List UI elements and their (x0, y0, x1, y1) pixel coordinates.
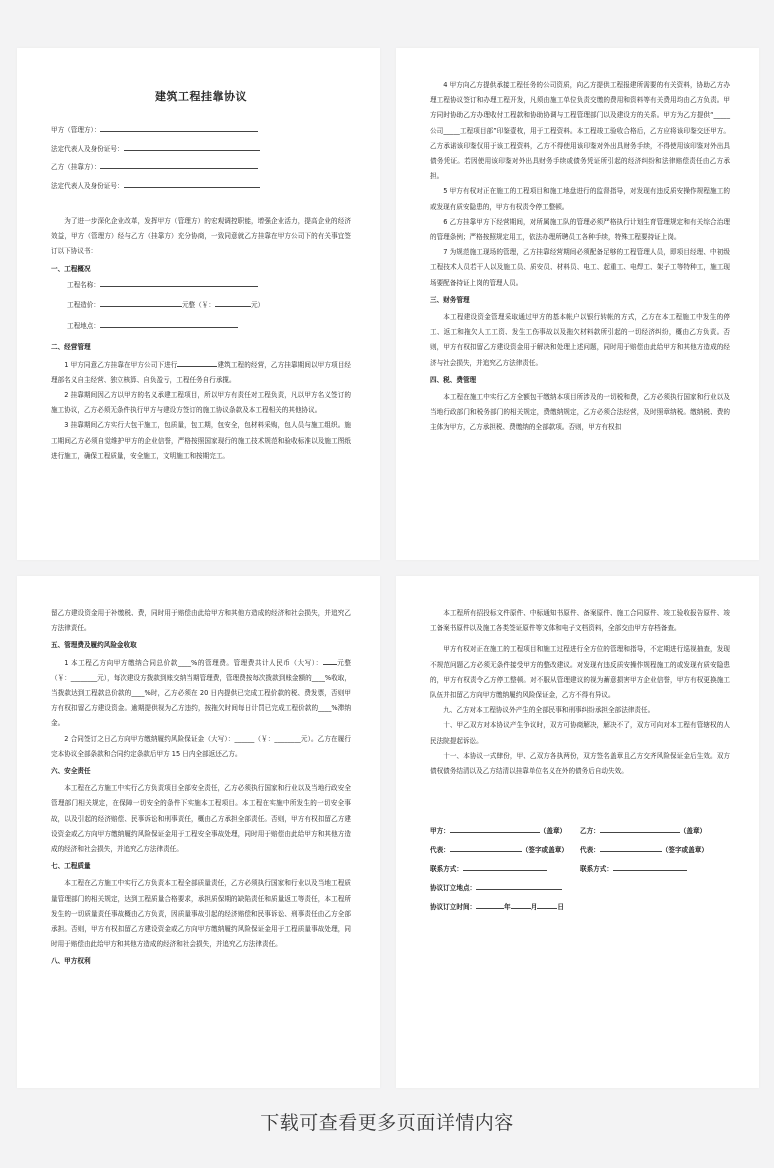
signature-row-contact: 联系方式： 联系方式： (430, 863, 730, 874)
party-b-field (51, 161, 351, 172)
download-prompt-text[interactable]: 下载可查看更多页面详情内容 (260, 1112, 514, 1134)
party-a-rep-field (51, 143, 351, 154)
clause-9: 九、乙方对本工程协议外产生的全部民事和刑事纠纷承担全部法律责任。 (443, 706, 655, 715)
clause-1: 1 甲方同意乙方挂靠在甲方公司下进行 建筑工程的经营，乙方挂靠期间以甲方项目经理部名义自主经营、独立核算、自负盈亏，工程任务自行承揽。 (51, 360, 351, 384)
party-a-rep-label: 法定代表人及身份证号： (51, 144, 124, 153)
party-a-field (51, 124, 351, 135)
project-name-field: 工程名称： (67, 279, 351, 290)
party-b-rep-field (51, 180, 351, 191)
section-heading-2: 二、经营管理 (51, 343, 91, 352)
clause-5: 5 甲方有权对正在施工的工程项目和施工地盘进行的监督指导，对发现有违反质安操作规程施工的或发现有质安隐患的，甲方有权责令停工整顿。 (430, 187, 730, 211)
section-heading-6: 六、安全责任 (51, 767, 91, 776)
tax-paragraph: 本工程在施工中实行乙方全额包干缴纳本项目所涉及的一切税和费，乙方必须执行国家和行业以及当地行政部门和税务部门的相关规定，费缴纳规定，乙方必须合法经营，及时照章纳税。缴纳税、费的主体为甲方，乙方承担税、费缴纳的全部款项。否则，甲方有权扣 (430, 393, 730, 432)
party-b-rep-label: 法定代表人及身份证号： (51, 181, 124, 190)
quality-paragraph: 本工程在乙方施工中实行乙方负责本工程全部质量责任，乙方必须执行国家和行业以及当地工程质量管理部门的相关规定，达到工程质量合格要求，承担质保期的缺陷责任和质量返工等责任，本工程所发生的一切质量责任事故概由乙方负责，因质量事故引起的经济赔偿和民事诉讼、刑事责任由乙方全部承担。否则，甲方有权扣留乙方建设资金或乙方向甲方缴纳履约风险保证金用于工程质量事故处理，同时用于赔偿由此给甲方和其他方造成的经济和社会损失，并追究乙方法律责任。 (51, 879, 351, 949)
page-title: 建筑工程挂靠协议 (155, 90, 247, 103)
rights-paragraph: 甲方有权对正在施工的工程项目和施工过程进行全方位的管理和指导，不定期进行巡视抽查，发现不规范问题乙方必须无条件接受甲方的整改建议。对发现有违反质安操作规程施工的或发现有质安隐患的，甲方有权责令乙方停工整顿。对不服从管理建议的视为蓄意损害甲方企业信誉，甲方有权更换施工队伍并扣留乙方向甲方缴纳履约风险保证金，乙方不得有异议。 (430, 645, 730, 700)
document-page-3 (17, 576, 380, 1088)
clause-11: 十一、本协议一式肆份，甲、乙双方各执两份，双方签名盖章且乙方交齐风险保证金后生效。双方债权债务结清以及乙方结清以挂靠单位名义在外的债务后自动失效。 (430, 751, 730, 776)
clause-6: 6 乙方挂靠甲方下经营期间，对所属施工队的管理必须严格执行计划生育管理规定和有关综合治理的管理条例；严格按照规定用工，依法办理所聘员工各种手续，特殊工程要持证上岗。 (430, 217, 730, 242)
signature-date: 协议订立时间： 年 月 日 (430, 903, 564, 912)
tax-paragraph-continued: 留乙方建设资金用于补缴税、费，同时用于赔偿由此给甲方和其他方造成的经济和社会损失，并追究乙方法律责任。 (51, 609, 351, 633)
fee-clause-2: 2 合同签订之日乙方向甲方缴纳履约风险保证金（大写）：______（￥：________元）。乙方在履行完本协议全部条款和合同约定条款后甲方 15 日内全部返还乙方。 (51, 734, 351, 758)
clause-3: 3 挂靠期间乙方实行大包干施工，包质量，包工期，包安全，包材料采购，包人员与施工组织。施工期间乙方必须自觉维护甲方的企业信誉，严格按照国家现行的施工技术规范和验收标准以及施工图纸进行施工，确保工程质量，安全施工，文明施工和按期完工。 (51, 421, 351, 460)
section-heading-5: 五、管理费及履约风险金收取 (51, 641, 137, 650)
signature-row-rep: 代表： （签字或盖章） 代表： （签字或盖章） (430, 846, 708, 855)
party-a-label: 甲方（管理方）： (51, 126, 101, 134)
section-heading-3: 三、财务管理 (430, 295, 470, 304)
document-page-1 (17, 48, 380, 560)
party-b-label: 乙方（挂靠方）： (51, 163, 101, 171)
signature-row-party: 甲方： （盖章） 乙方： （盖章） (430, 827, 707, 836)
section-heading-7: 七、工程质量 (51, 862, 91, 871)
section-heading-4: 四、税、费管理 (430, 375, 477, 384)
finance-paragraph: 本工程建设资金管理采取通过甲方的基本帐户以银行转帐的方式，乙方在本工程施工中发生的停工、返工和拖欠人工工资、发生工伤事故以及拖欠材料款所引起的一切经济纠纷，概由乙方负责。否则，甲方有权扣留乙方建设资金用于解决和处理上述问题，同时用于赔偿由此给甲方和其他方造成的经济与社会损失，并追究乙方法律责任。 (430, 313, 730, 367)
signature-place: 协议订立地点： (430, 882, 730, 893)
project-cost-field: 工程造价： 元整（￥： 元） (67, 301, 265, 310)
section-heading-8: 八、甲方权利 (51, 957, 91, 966)
archive-paragraph: 本工程所有招投标文件原件、中标通知书原件、备案原件、施工合同原件、竣工验收报告原件、竣工备案书原件以及施工各类签证原件等文体和电子文档资料，全部交由甲方存档备查。 (430, 609, 730, 633)
clause-10: 十、甲乙双方对本协议产生争议时，双方可协商解决，解决不了，双方可向对本工程有管辖权的人民法院提起诉讼。 (430, 721, 730, 745)
section-heading-1: 一、工程概况 (51, 264, 91, 273)
clause-4: 4 甲方向乙方提供承接工程任务的公司资质，向乙方提供工程报建所需要的有关资料，协助乙方办理工程协议签订和办理工程开发，凡须由施工单位负责交缴的费用和资料等有关费用均由乙方负责。甲方同时协助乙方办理收付工程款和协助协调与工程管理部门以及建设方的关系。甲方为乙方提供“_____公司_____工程项目部”印鉴壹枚，用于工程资料。本工程竣工验收合格后，乙方应将该印鉴交还甲方。乙方承诺该印鉴仅用于该工程资料，乙方不得使用该印鉴对外出具财务手续，不得使用该印鉴对外出具债务凭证。若因使用该印鉴对外出具财务手续或债务凭证所引起的经济纠纷和法律赔偿责任由乙方承担。 (430, 81, 730, 181)
document-page-2 (396, 48, 759, 560)
clause-2: 2 挂靠期间因乙方以甲方的名义承建工程项目，所以甲方有责任对工程负责，凡以甲方名义签订的施工协议，乙方必须无条件执行甲方与建设方签订的施工协议条款及本工程相关的其他协议。 (51, 390, 351, 415)
fee-clause-1: 1 本工程乙方向甲方缴纳合同总价款____%的管理费。管理费共计人民币（大写）： 元整（￥：________元），每次建设方拨款到账交纳当期管理费，管理费按每次拨款到账金额的____%收取，当拨款达到工程款总价款的____%时，乙方必须在 20 日内提供已完成工程价款的税、费发票，否则甲方有权扣留乙方建设资金。逾期提供视为乙方违约，按拖欠时间每日计罚已完成工程价款的____%滞纳金。 (51, 658, 351, 728)
safety-paragraph: 本工程在乙方施工中实行乙方负责项目全部安全责任，乙方必须执行国家和行业以及当地行政安全管理部门相关规定，在保障一切安全的条件下实施本工程项目。本工程在实施中所发生的一切安全事故，以及引起的经济赔偿、民事诉讼和刑事责任，概由乙方承担全部责任。否则，甲方有权扣留乙方建设资金或乙方向甲方缴纳履约风险保证金用于工程安全事故处理，同时用于赔偿由此给甲方和其他方造成的经济和社会损失，并追究乙方法律责任。 (51, 784, 351, 854)
clause-7: 7 为规范施工现场的管理，乙方挂靠经营期间必须配备足够的工程管理人员，即项目经理、中初级工程技术人员若干人以及施工员、质安员、材料员、电工、起重工、电焊工、架子工等特种工，施工现场要配备持证上岗的管理人员。 (430, 248, 730, 287)
intro-paragraph: 为了进一步深化企业改革，发挥甲方（管理方）的宏观调控职能，增强企业活力，提高企业的经济效益，甲方（管理方）经与乙方（挂靠方）充分协商，一致同意就乙方挂靠在甲方公司下的有关事宜签订以下协议书： (51, 217, 351, 256)
document-page-4 (396, 576, 759, 1088)
project-site-field: 工程地点： (67, 320, 351, 331)
